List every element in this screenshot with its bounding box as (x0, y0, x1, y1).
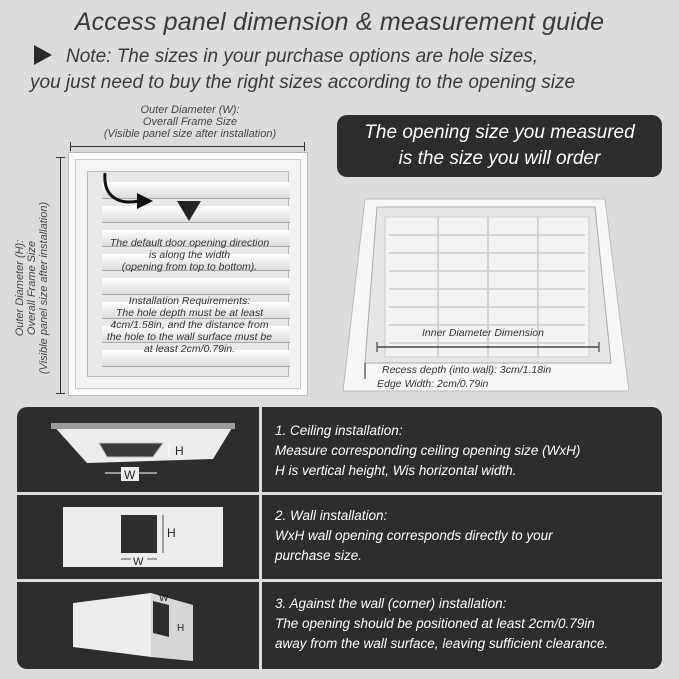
outer-width-line-1: Outer Diameter (W): (140, 104, 240, 116)
row-divider (17, 579, 662, 582)
louver-slat (102, 278, 290, 295)
note-line-2: you just need to buy the right sizes according to the opening size (30, 72, 576, 93)
down-arrow-icon (177, 201, 201, 221)
note-line-1: Note: The sizes in your purchase options are hole sizes, (66, 46, 539, 67)
ceiling-diagram (17, 415, 259, 487)
row-divider (17, 492, 662, 495)
callout-line-1: The opening size you measured (364, 122, 635, 143)
wall-w-label: W (133, 556, 144, 568)
corner-installation-text: 3. Against the wall (corner) installation: The opening should be positioned at least 2cm/0.79in away from the wall surface, leaving sufficient clearance. (275, 596, 609, 651)
corner-w-label: W (159, 593, 169, 604)
outer-height-line-3: (Visible panel size after installation) (38, 201, 50, 375)
corner-h-label: H (177, 623, 185, 634)
recess-depth-label: Recess depth (into wall): 3cm/1.18in (382, 364, 552, 376)
corner-diagram (17, 587, 259, 663)
installation-table (17, 407, 662, 669)
play-triangle-icon (34, 45, 52, 65)
inner-diameter-label: Inner Diameter Dimension (422, 327, 544, 339)
note (30, 44, 670, 96)
outer-height-label (14, 168, 50, 408)
opening-direction-text: The default door opening direction is along the width (opening from top to bottom). (109, 237, 270, 273)
access-panel-front (68, 152, 308, 396)
width-dimension-line (70, 146, 305, 147)
opening-size-callout (337, 115, 662, 177)
ceiling-w-label: W (124, 468, 136, 482)
wall-installation-text: 2. Wall installation: WxH wall opening corresponds directly to your purchase size. (275, 508, 553, 563)
page-title: Access panel dimension & measurement guide (74, 8, 605, 36)
ceiling-h-label: H (175, 444, 184, 458)
height-dimension-line (60, 157, 61, 394)
ceiling-installation-text: 1. Ceiling installation: Measure corresponding ceiling opening size (WxH) H is vertical height, Wis horizontal width. (275, 423, 581, 478)
wall-diagram (17, 503, 259, 571)
edge-width-label: Edge Width: 2cm/0.79in (377, 378, 489, 390)
outer-width-line-3: (Visible panel size after installation) (103, 128, 277, 140)
outer-height-line-1: Outer Diameter (H): (14, 239, 26, 337)
outer-height-line-2: Overall Frame Size (26, 240, 38, 336)
outer-width-line-2: Overall Frame Size (142, 116, 238, 128)
curved-arrow-icon (99, 171, 159, 211)
installation-requirements-text: Installation Requirements: The hole depth must be at least 4cm/1.58in, and the distance from the hole to the wall surface must be at least 2cm/0.79in. (106, 295, 273, 355)
column-divider (259, 407, 262, 669)
callout-line-2: is the size you will order (398, 148, 601, 169)
outer-width-label (70, 104, 310, 140)
wall-h-label: H (167, 526, 176, 540)
